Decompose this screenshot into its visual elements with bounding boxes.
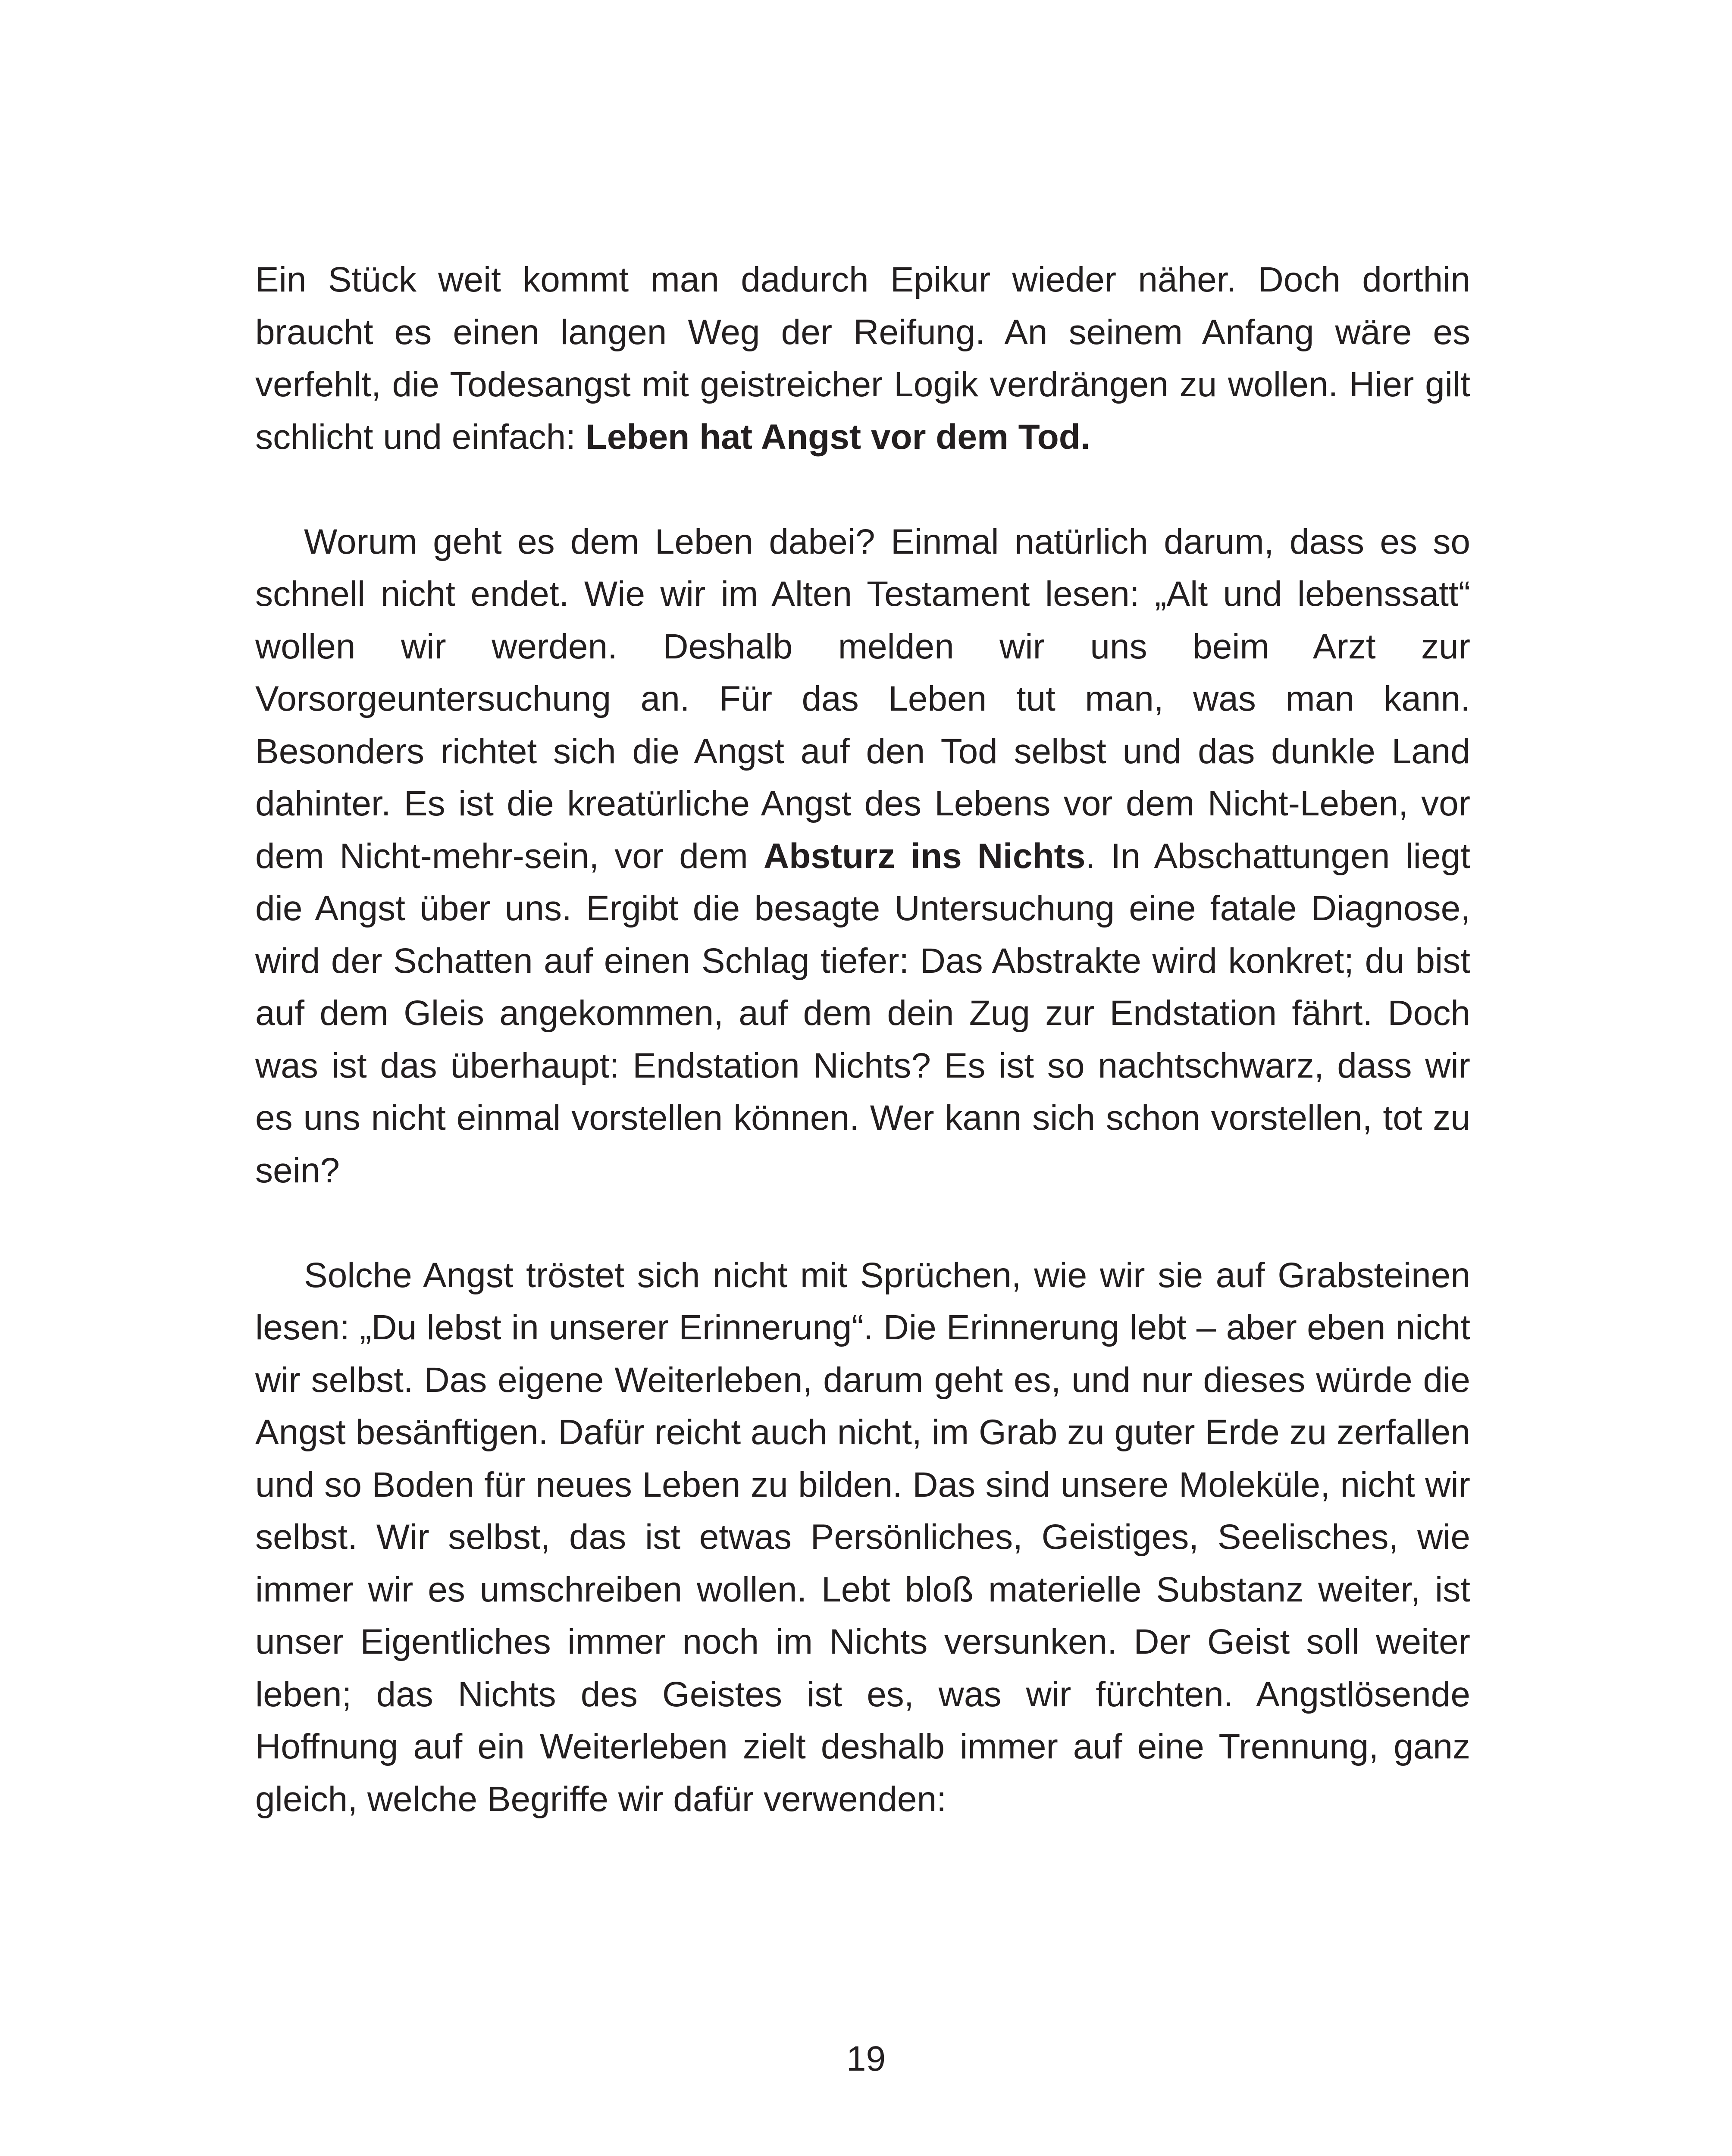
- text-run: . In Abschattungen liegt die Angst über uns. Ergibt die besagte Untersuchung eine fatale Diagnose, wird der Schatten auf einen Schlag tiefer: Das Abstrakte wird konkret; du bist auf dem Gleis angekommen, auf dem dein Zug zur Endstation fährt. Doch was ist das überhaupt: Endstation Nichts? Es ist so nachtschwarz, dass wir es uns nicht einmal vorstellen können. Wer kann sich schon vorstellen, tot zu sein?: [255, 836, 1470, 1190]
- emphasis-run: Absturz ins Nichts: [763, 836, 1086, 876]
- paragraph-1: [255, 254, 1470, 463]
- body-text: [255, 254, 1470, 1825]
- text-run: Worum geht es dem Leben dabei? Einmal natürlich darum, dass es so schnell nicht endet. Wie wir im Alten Testament lesen: „Alt und lebenssatt“ wollen wir werden. Deshalb melden wir uns beim Arzt zur Vorsorgeuntersuchung an. Für das Leben tut man, was man kann. Besonders richtet sich die Angst auf den Tod selbst und das dunkle Land dahinter. Es ist die kreatürliche Angst des Lebens vor dem Nicht-Leben, vor dem Nicht-mehr-sein, vor dem: [255, 522, 1470, 876]
- text-run: Ein Stück weit kommt man dadurch Epikur wieder näher. Doch dorthin braucht es einen langen Weg der Reifung. An seinem Anfang wäre es verfehlt, die Todesangst mit geistreicher Logik verdrängen zu wollen. Hier gilt schlicht und einfach:: [255, 260, 1470, 457]
- text-run: Solche Angst tröstet sich nicht mit Sprüchen, wie wir sie auf Grabsteinen lesen: „Du lebst in unserer Erinnerung“. Die Erinnerung lebt – aber eben nicht wir selbst. Das eigene Weiterleben, darum geht es, und nur dieses würde die Angst besänftigen. Dafür reicht auch nicht, im Grab zu guter Erde zu zerfallen und so Boden für neues Leben zu bilden. Das sind unsere Moleküle, nicht wir selbst. Wir selbst, das ist etwas Persönliches, Geistiges, Seelisches, wie immer wir es umschreiben wollen. Lebt bloß materielle Substanz weiter, ist unser Eigentliches immer noch im Nichts versunken. Der Geist soll weiter leben; das Nichts des Geistes ist es, was wir fürchten. Angstlösende Hoffnung auf ein Weiterleben zielt deshalb immer auf eine Trennung, ganz gleich, welche Begriffe wir dafür verwenden:: [255, 1255, 1470, 1819]
- paragraph-2: [255, 516, 1470, 1197]
- paragraph-3: [255, 1249, 1470, 1826]
- page-number: 19: [846, 2039, 886, 2078]
- emphasis-run: Leben hat Angst vor dem Tod.: [585, 417, 1090, 457]
